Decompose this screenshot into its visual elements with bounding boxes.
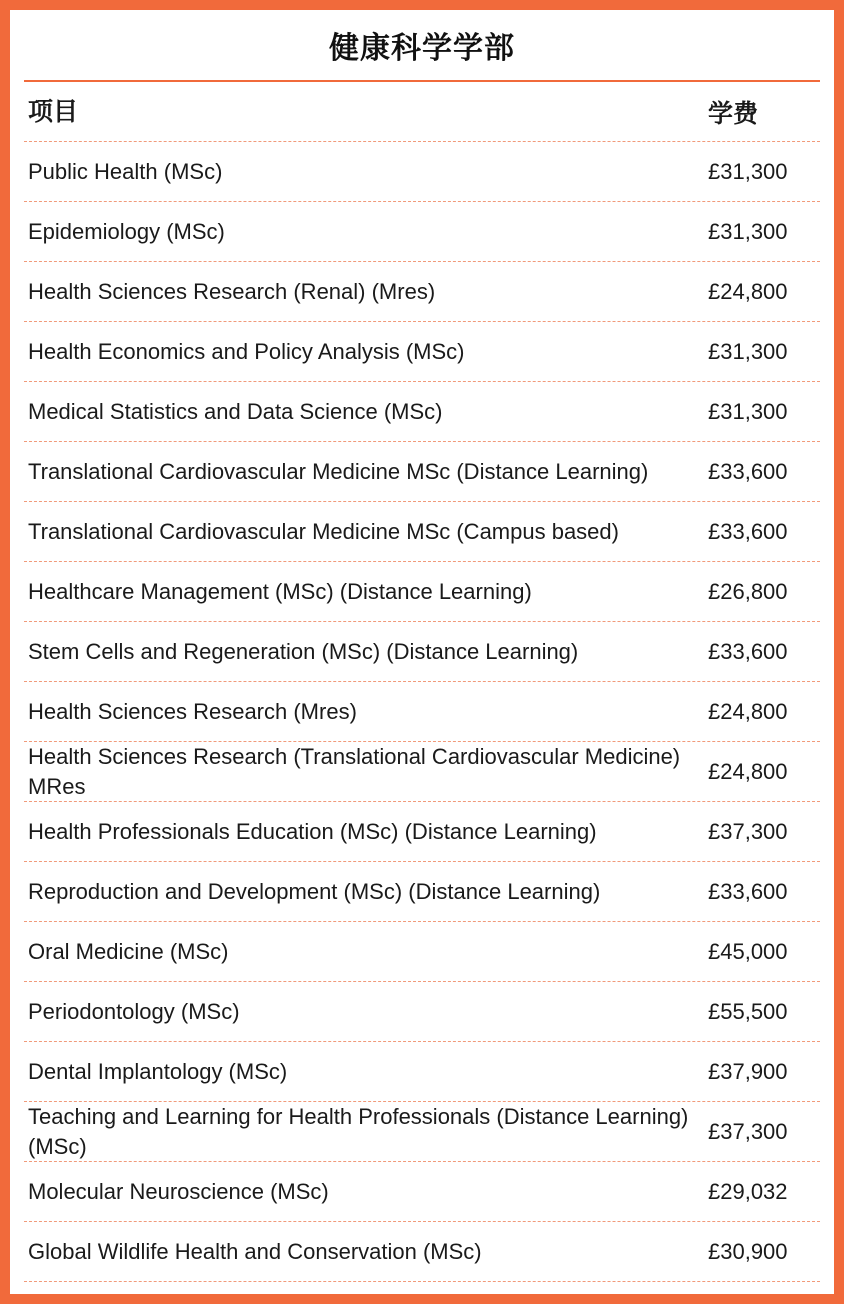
table-row (24, 1162, 820, 1222)
program-name: Health Economics and Policy Analysis (MSc) (28, 338, 465, 364)
table-row (24, 802, 820, 862)
table-row (24, 322, 820, 382)
table-row (24, 202, 820, 262)
tuition-fee: £37,900 (708, 1058, 788, 1084)
table-row (24, 562, 820, 622)
tuition-fee: £33,600 (708, 458, 788, 484)
tuition-fee: £33,600 (708, 878, 788, 904)
table-row (24, 142, 820, 202)
fee-table (24, 82, 820, 1282)
tuition-fee: £24,800 (708, 278, 788, 304)
table-row (24, 742, 820, 802)
program-name: Teaching and Learning for Health Professionals (Distance Learning) (MSc) (28, 1103, 689, 1159)
program-name: Healthcare Management (MSc) (Distance Learning) (28, 578, 532, 604)
program-name: Epidemiology (MSc) (28, 218, 225, 244)
table-row (24, 262, 820, 322)
program-name: Global Wildlife Health and Conservation (MSc) (28, 1238, 482, 1264)
tuition-fee: £31,300 (708, 338, 788, 364)
tuition-fee: £37,300 (708, 1118, 788, 1144)
program-name: Molecular Neuroscience (MSc) (28, 1178, 329, 1204)
program-name: Translational Cardiovascular Medicine MSc (Campus based) (28, 518, 619, 544)
header-fee: 学费 (708, 99, 759, 128)
table-row (24, 442, 820, 502)
tuition-fee: £33,600 (708, 638, 788, 664)
tuition-fee: £55,500 (708, 998, 788, 1024)
tuition-fee: £31,300 (708, 158, 788, 184)
tuition-fee: £26,800 (708, 578, 788, 604)
program-name: Oral Medicine (MSc) (28, 938, 229, 964)
header-program: 项目 (28, 97, 79, 126)
tuition-fee: £37,300 (708, 818, 788, 844)
tuition-fee: £30,900 (708, 1238, 788, 1264)
tuition-fee: £24,800 (708, 758, 788, 784)
table-header-row (24, 82, 820, 142)
table-row (24, 382, 820, 442)
table-row (24, 502, 820, 562)
page-title: 健康科学学部 (329, 32, 515, 65)
program-name: Translational Cardiovascular Medicine MSc (Distance Learning) (28, 458, 649, 484)
program-name: Health Sciences Research (Translational Cardiovascular Medicine) MRes (28, 743, 681, 799)
table-row (24, 1042, 820, 1102)
tuition-fee: £31,300 (708, 218, 788, 244)
program-name: Dental Implantology (MSc) (28, 1058, 288, 1084)
program-name: Health Sciences Research (Mres) (28, 698, 357, 724)
program-name: Reproduction and Development (MSc) (Distance Learning) (28, 878, 601, 904)
table-row (24, 922, 820, 982)
program-name: Medical Statistics and Data Science (MSc) (28, 398, 443, 424)
program-name: Health Sciences Research (Renal) (Mres) (28, 278, 436, 304)
program-name: Public Health (MSc) (28, 158, 223, 184)
program-name: Periodontology (MSc) (28, 998, 240, 1024)
tuition-fee: £29,032 (708, 1178, 788, 1204)
tuition-fee: £24,800 (708, 698, 788, 724)
table-row (24, 1102, 820, 1162)
table-row (24, 682, 820, 742)
table-row (24, 862, 820, 922)
tuition-fee: £31,300 (708, 398, 788, 424)
table-row (24, 622, 820, 682)
tuition-fee: £33,600 (708, 518, 788, 544)
program-name: Health Professionals Education (MSc) (Distance Learning) (28, 818, 597, 844)
table-row (24, 982, 820, 1042)
program-name: Stem Cells and Regeneration (MSc) (Distance Learning) (28, 638, 579, 664)
table-row (24, 1222, 820, 1282)
tuition-fee: £45,000 (708, 938, 788, 964)
